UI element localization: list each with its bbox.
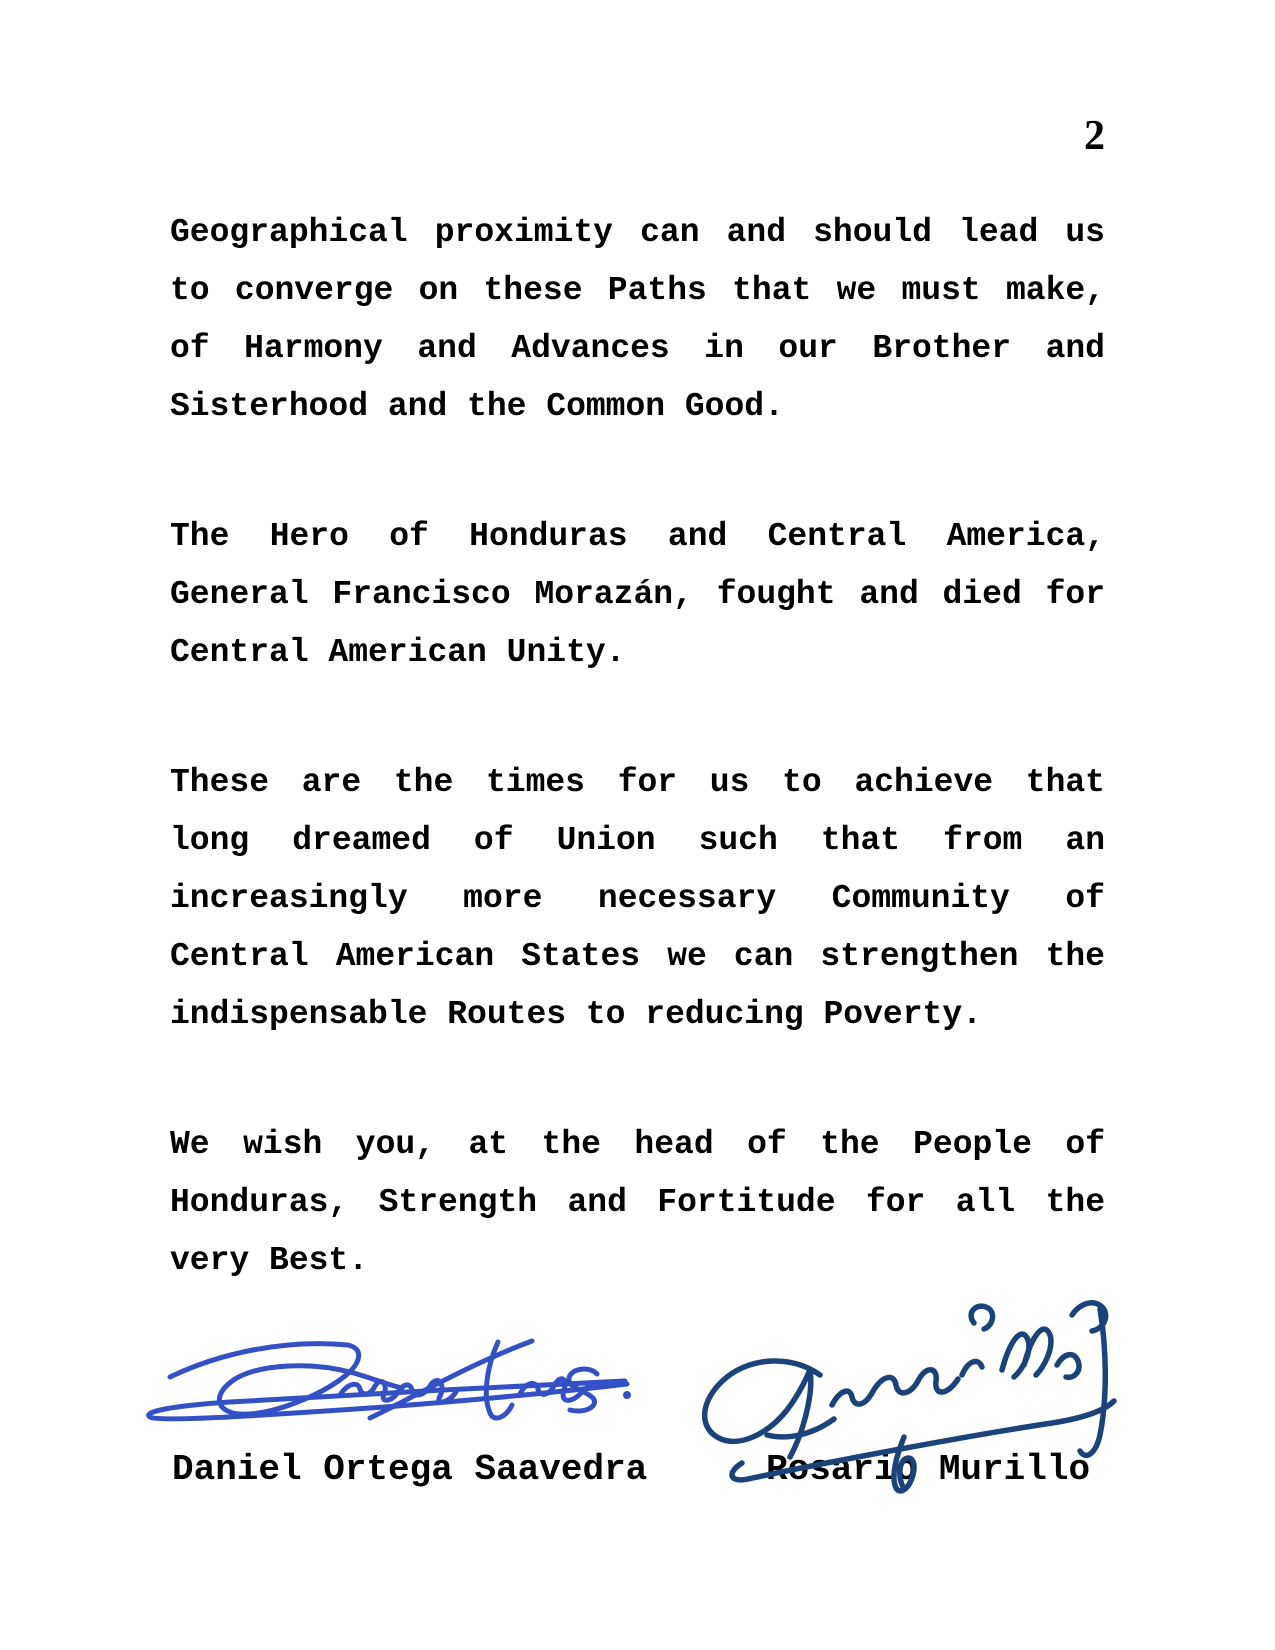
text-line: Central American Unity. bbox=[170, 634, 626, 671]
text-line: to converge on these Paths that we must make, bbox=[170, 272, 1105, 309]
text-line: increasingly more necessary Community of bbox=[170, 880, 1105, 917]
text-line: General Francisco Morazán, fought and died for bbox=[170, 576, 1105, 613]
text-line: These are the times for us to achieve that bbox=[170, 764, 1105, 801]
signer-name-ortega: Daniel Ortega Saavedra bbox=[172, 1449, 648, 1490]
text-line: Honduras, Strength and Fortitude for all the bbox=[170, 1184, 1105, 1221]
paragraph-wishes bbox=[170, 1116, 1105, 1290]
paragraph-union bbox=[170, 754, 1105, 1044]
text-line: Geographical proximity can and should lead us bbox=[170, 214, 1105, 251]
text-line: indispensable Routes to reducing Poverty. bbox=[170, 996, 982, 1033]
text-line: Central American States we can strengthen the bbox=[170, 938, 1105, 975]
text-line: We wish you, at the head of the People of bbox=[170, 1126, 1105, 1163]
text-line: Sisterhood and the Common Good. bbox=[170, 388, 784, 425]
signer-name-murillo: Rosario Murillo bbox=[766, 1449, 1091, 1490]
paragraph-geographical bbox=[170, 204, 1105, 436]
paragraph-hero bbox=[170, 508, 1105, 682]
text-line: of Harmony and Advances in our Brother and bbox=[170, 330, 1105, 367]
letter-body bbox=[170, 204, 1105, 1362]
page-number: 2 bbox=[1084, 113, 1105, 159]
text-line: The Hero of Honduras and Central America, bbox=[170, 518, 1105, 555]
text-line: very Best. bbox=[170, 1242, 369, 1279]
text-line: long dreamed of Union such that from an bbox=[170, 822, 1105, 859]
murillo-signature-icon bbox=[672, 1285, 1142, 1500]
ortega-signature-icon bbox=[140, 1333, 640, 1423]
